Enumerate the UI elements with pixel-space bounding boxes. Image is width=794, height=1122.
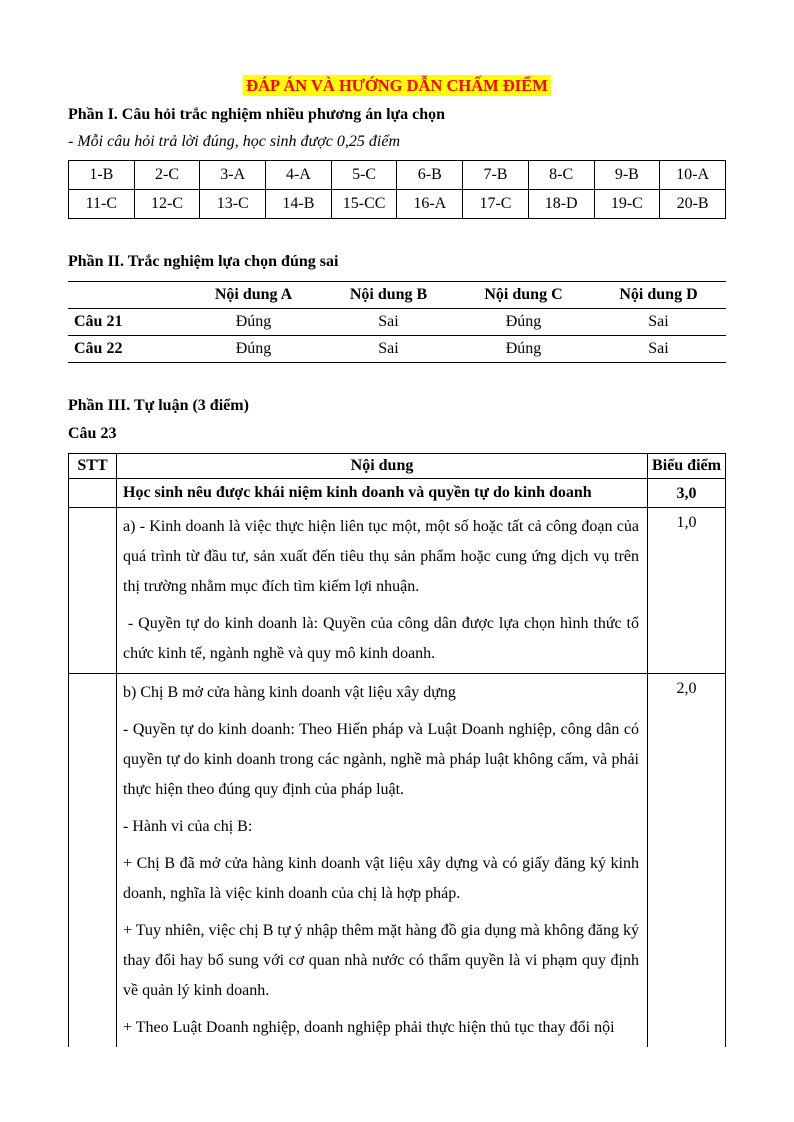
answer-cell: 1-B	[69, 161, 135, 190]
part2-header-cell: Nội dung C	[456, 282, 591, 309]
answer-cell: 3-A	[200, 161, 266, 190]
stt-cell	[69, 674, 117, 1048]
answer-cell: 17-C	[463, 190, 529, 219]
answer-cell: 18-D	[528, 190, 594, 219]
part3-row-a	[69, 508, 726, 674]
part1-answer-table	[68, 160, 726, 219]
part2-heading: Phần II. Trắc nghiệm lựa chọn đúng sai	[68, 253, 339, 270]
part3-summary-row	[69, 479, 726, 508]
part3-header-stt: STT	[69, 454, 117, 479]
part3-header-score: Biểu điểm	[648, 454, 726, 479]
summary-content-cell: Học sinh nêu được khái niệm kinh doanh và quyền tự do kinh doanh	[117, 479, 648, 508]
part2-header-blank	[68, 282, 186, 309]
part2-value-cell: Đúng	[456, 336, 591, 363]
answer-cell: 4-A	[266, 161, 332, 190]
part2-value-cell: Đúng	[456, 309, 591, 336]
answer-cell: 2-C	[134, 161, 200, 190]
part2-row-cau22	[68, 336, 726, 363]
answer-cell: 7-B	[463, 161, 529, 190]
row-a-content-cell	[117, 508, 648, 674]
answer-row-2	[69, 190, 726, 219]
title-wrap	[68, 76, 726, 96]
part2-row-label: Câu 22	[68, 336, 186, 363]
part2-row-cau21	[68, 309, 726, 336]
part3-question-label: Câu 23	[68, 425, 117, 442]
paragraph: + Tuy nhiên, việc chị B tự ý nhập thêm mặt hàng đồ gia dụng mà không đăng ký thay đổi hay bổ sung với cơ quan nhà nước có thẩm quyền là vi phạm quy định về quản lý kinh doanh.	[123, 922, 639, 999]
part2-row-label: Câu 21	[68, 309, 186, 336]
score-cell: 1,0	[648, 508, 726, 674]
answer-cell: 16-A	[397, 190, 463, 219]
part2-value-cell: Sai	[591, 336, 726, 363]
part2-value-cell: Sai	[321, 309, 456, 336]
stt-cell	[69, 508, 117, 674]
part1-note: - Mỗi câu hỏi trả lời đúng, học sinh được 0,25 điểm	[68, 133, 400, 150]
part3-table	[68, 453, 726, 1047]
paragraph: b) Chị B mở cửa hàng kinh doanh vật liệu xây dựng	[123, 684, 456, 701]
score-cell: 2,0	[648, 674, 726, 1048]
answer-cell: 20-B	[660, 190, 726, 219]
part2-value-cell: Sai	[591, 309, 726, 336]
answer-cell: 15-CC	[331, 190, 397, 219]
answer-row-1	[69, 161, 726, 190]
part1-heading: Phần I. Câu hỏi trắc nghiệm nhiều phương án lựa chọn	[68, 106, 446, 123]
part2-header-cell: Nội dung B	[321, 282, 456, 309]
row-b-content-cell	[117, 674, 648, 1048]
paragraph: a) - Kinh doanh là việc thực hiện liên tục một, một số hoặc tất cả công đoạn của quá trình từ đầu tư, sản xuất đến tiêu thụ sản phẩm hoặc cung ứng dịch vụ trên thị trường nhằm mục đích tìm kiếm lợi nhuận.	[123, 518, 639, 595]
part2-table	[68, 281, 726, 363]
paragraph: - Quyền tự do kinh doanh: Theo Hiến pháp và Luật Doanh nghiệp, công dân có quyền tự do kinh doanh trong các ngành, nghề mà pháp luật không cấm, và phải thực hiện theo đúng quy định của pháp luật.	[123, 721, 639, 798]
part2-header-row	[68, 282, 726, 309]
part3-header-content: Nội dung	[117, 454, 648, 479]
answer-cell: 5-C	[331, 161, 397, 190]
part2-value-cell: Đúng	[186, 336, 321, 363]
document-title: ĐÁP ÁN VÀ HƯỚNG DẪN CHẤM ĐIỂM	[243, 75, 551, 96]
part2-value-cell: Đúng	[186, 309, 321, 336]
answer-cell: 9-B	[594, 161, 660, 190]
answer-cell: 12-C	[134, 190, 200, 219]
part2-header-cell: Nội dung D	[591, 282, 726, 309]
part2-header-cell: Nội dung A	[186, 282, 321, 309]
answer-cell: 8-C	[528, 161, 594, 190]
paragraph: + Theo Luật Doanh nghiệp, doanh nghiệp phải thực hiện thủ tục thay đổi nội	[123, 1019, 615, 1036]
paragraph: + Chị B đã mở cửa hàng kinh doanh vật liệu xây dựng và có giấy đăng ký kinh doanh, nghĩa là việc kinh doanh của chị là hợp pháp.	[123, 855, 639, 902]
answer-cell: 10-A	[660, 161, 726, 190]
paragraph: - Hành vi của chị B:	[123, 818, 253, 835]
stt-cell	[69, 479, 117, 508]
part3-heading: Phần III. Tự luận (3 điểm)	[68, 397, 249, 414]
answer-cell: 11-C	[69, 190, 135, 219]
score-cell: 3,0	[648, 479, 726, 508]
paragraph: - Quyền tự do kinh doanh là: Quyền của công dân được lựa chọn hình thức tổ chức kinh tế, ngành nghề và quy mô kinh doanh.	[123, 615, 639, 662]
answer-cell: 13-C	[200, 190, 266, 219]
answer-cell: 14-B	[266, 190, 332, 219]
part3-row-b	[69, 674, 726, 1048]
part2-value-cell: Sai	[321, 336, 456, 363]
answer-cell: 6-B	[397, 161, 463, 190]
part3-header-row	[69, 454, 726, 479]
answer-cell: 19-C	[594, 190, 660, 219]
